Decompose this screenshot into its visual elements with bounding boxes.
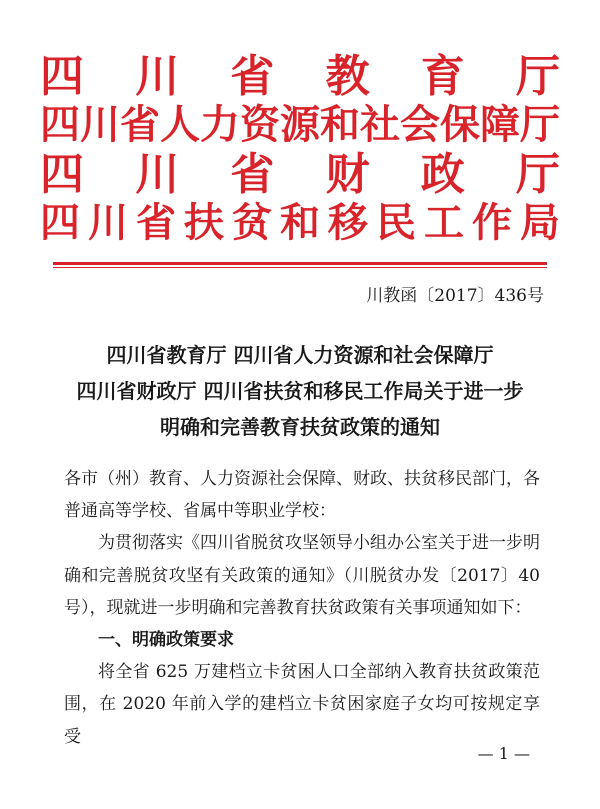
- document-body: [64, 463, 540, 753]
- red-separator-line: [53, 262, 547, 265]
- issuing-agencies-header: [40, 52, 560, 248]
- section-1-paragraph: 将全省 625 万建档立卡贫困人口全部纳入教育扶贫政策范围，在 2020 年前入学的建档立卡贫困家庭子女均可按规定享受: [64, 662, 540, 747]
- intro-paragraph: 为贯彻落实《四川省脱贫攻坚领导小组办公室关于进一步明确和完善脱贫攻坚有关政策的通知》（川脱贫办发〔2017〕40号），现就进一步明确和完善教育扶贫政策有关事项通知如下：: [64, 533, 540, 618]
- addressees-paragraph: 各市（州）教育、人力资源社会保障、财政、扶贫移民部门，各普通高等学校、省属中等职业学校：: [64, 469, 540, 522]
- title-line-2: 四川省财政厅 四川省扶贫和移民工作局关于进一步: [76, 379, 524, 403]
- agency-finance-department: 四 川 省 财 政 厅: [40, 149, 560, 200]
- red-separator-line-thin: [53, 267, 547, 268]
- document-number: 川教函〔2017〕436号: [366, 286, 544, 306]
- title-line-1: 四川省教育厅 四川省人力资源和社会保障厅: [106, 343, 494, 367]
- section-1-heading: 一、明确政策要求: [98, 630, 234, 651]
- document-title: [60, 337, 540, 445]
- agency-poverty-alleviation-bureau: 四川省扶贫和移民工作局: [40, 200, 560, 246]
- agency-education-department: 四 川 省 教 育 厅: [40, 51, 560, 102]
- page-number: — 1 —: [477, 744, 530, 763]
- agency-human-resources-department: 四川省人力资源和社会保障厅: [40, 102, 560, 148]
- title-line-3: 明确和完善教育扶贫政策的通知: [160, 415, 440, 439]
